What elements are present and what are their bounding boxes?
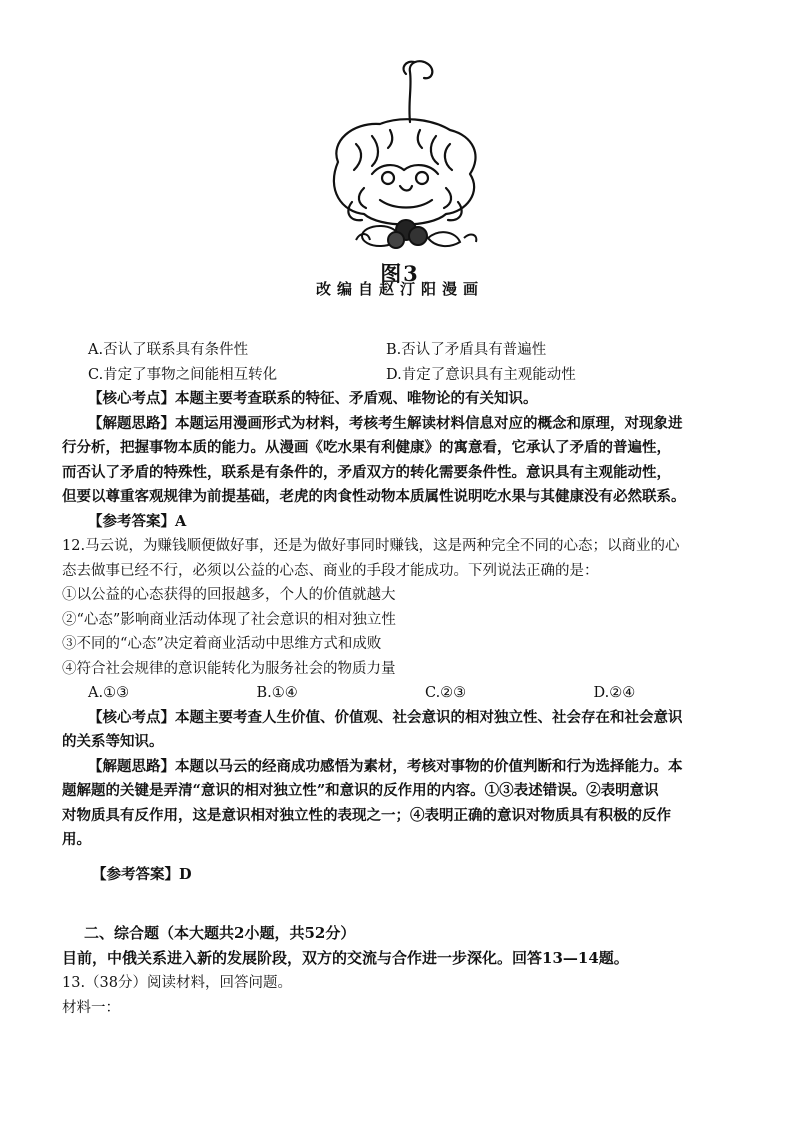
q13-stem: 13.（38分）阅读材料，回答问题。	[62, 975, 293, 991]
q12-solution-line: 用。	[62, 831, 91, 848]
q12-stem-line: 态去做事已经不行，必须以公益的心态、商业的手段才能成功。下列说法正确的是：	[62, 562, 599, 579]
document-body	[62, 338, 762, 1020]
q11-solution-line: 【解题思路】本题运用漫画形式为材料，考核考生解读材料信息对应的概念和原理，对现象进	[88, 414, 683, 432]
q11-options-row-2	[62, 363, 762, 388]
q12-option-b: B.①④	[256, 685, 298, 701]
q12-statement-4: ④符合社会规律的意识能转化为服务社会的物质力量	[62, 660, 396, 677]
cartoon-figure	[0, 0, 800, 310]
q12-option-c: C.②③	[425, 685, 467, 701]
figure-caption: 图3	[380, 261, 420, 286]
q11-solution-line: 但要以尊重客观规律为前提基础，老虎的肉食性动物本质属性说明吃水果与其健康没有必然联系。	[62, 488, 686, 505]
section-2-intro: 目前，中俄关系进入新的发展阶段，双方的交流与合作进一步深化。回答13—14题。	[62, 949, 629, 967]
q12-core-points-line: 【核心考点】本题主要考查人生价值、价值观、社会意识的相对独立性、社会存在和社会意识	[88, 708, 683, 726]
material-1-label: 材料一：	[62, 999, 120, 1016]
figure-source: 改编自赵汀阳漫画	[315, 280, 484, 298]
q12-options-row	[62, 681, 762, 706]
q12-statement-3: ③不同的“心态”决定着商业活动中思维方式和成败	[62, 636, 382, 652]
q11-core-points: 【核心考点】本题主要考查联系的特征、矛盾观、唯物论的有关知识。	[88, 390, 538, 407]
q11-solution-line: 而否认了矛盾的特殊性，联系是有条件的，矛盾双方的转化需要条件性。意识具有主观能动性，	[62, 463, 671, 481]
q12-answer: 【参考答案】D	[92, 865, 192, 883]
q12-solution-line: 【解题思路】本题以马云的经商成功感悟为素材，考核对事物的价值判断和行为选择能力。本	[88, 757, 683, 775]
section-2-heading: 二、综合题（本大题共2小题，共52分）	[84, 924, 356, 942]
q12-core-points-line: 的关系等知识。	[62, 733, 164, 750]
q11-option-d: D.肯定了意识具有主观能动性	[386, 366, 576, 383]
q12-solution-line: 对物质具有反作用，这是意识相对独立性的表现之一；④表明正确的意识对物质具有积极的反作	[62, 806, 671, 824]
q12-stem-line: 12.马云说，为赚钱顺便做好事，还是为做好事同时赚钱，这是两种完全不同的心态；以商业的心	[62, 538, 680, 554]
q12-option-a: A.①③	[88, 685, 130, 701]
q11-option-b: B.否认了矛盾具有普遍性	[386, 342, 547, 358]
q12-solution-line: 题解题的关键是弄清“意识的相对独立性”和意识的反作用的内容。①③表述错误。②表明意识	[62, 782, 659, 799]
q11-solution-line: 行分析，把握事物本质的能力。从漫画《吃水果有利健康》的寓意看，它承认了矛盾的普遍性，	[62, 439, 671, 456]
q11-option-c: C.肯定了事物之间能相互转化	[88, 366, 278, 383]
tiger-cartoon-illustration	[260, 52, 540, 262]
q11-answer: 【参考答案】A	[88, 512, 187, 530]
q11-options-row-1	[62, 338, 762, 363]
q11-option-a: A.否认了联系具有条件性	[88, 342, 249, 358]
q12-option-d: D.②④	[593, 685, 636, 701]
q12-statement-1: ①以公益的心态获得的回报越多，个人的价值就越大	[62, 587, 396, 603]
q12-statement-2: ②“心态”影响商业活动体现了社会意识的相对独立性	[62, 611, 396, 628]
